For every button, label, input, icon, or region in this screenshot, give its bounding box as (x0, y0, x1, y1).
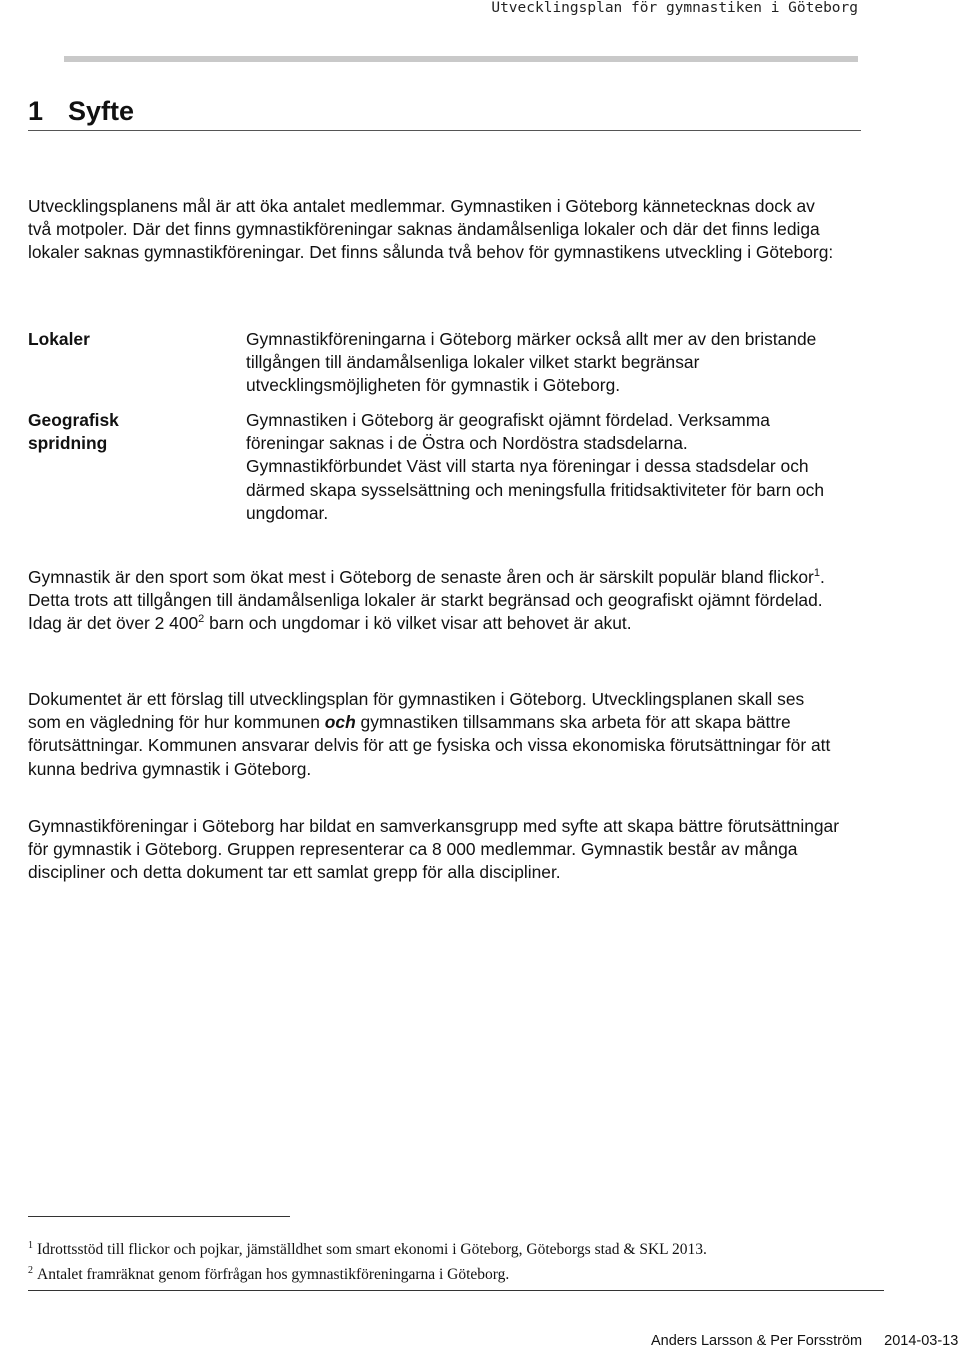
footnotes (28, 1235, 928, 1285)
para2-part3: barn och ungdomar i kö vilket visar att behovet är akut. (204, 613, 632, 634)
footer-date: 2014-03-13 (884, 1333, 959, 1349)
footnote-2-text: Antalet framräknat genom förfrågan hos gymnastikföreningarna i Göteborg. (37, 1266, 510, 1284)
footer-authors: Anders Larsson & Per Forsström (651, 1333, 863, 1349)
paragraph-collaboration: Gymnastikföreningar i Göteborg har bildat en samverkansgrupp med syfte att skapa bättre förutsättningar för gymnastik i Göteborg. Gruppen representerar ca 8 000 medlemmar. Gymnastik består av många discipliner och detta dokument tar ett samlat grepp för alla discipliner. (28, 816, 840, 883)
footnote-1-number: 1 (28, 1240, 33, 1251)
footnote-2 (28, 1260, 928, 1285)
para2-part2: . Detta trots att tillgången till ändamålsenliga lokaler är starkt begränsad och geografiskt ojämnt fördelad. Idag är det över 2 400 (28, 567, 825, 634)
paragraph-document-purpose (28, 688, 840, 781)
intro-paragraph: Utvecklingsplanens mål är att öka antalet medlemmar. Gymnastiken i Göteborg kännetecknas dock av två motpoler. Där det finns gymnastikföreningar saknas ändamålsenliga lokaler och där det finns lediga lokaler saknas gymnastikföreningar. Det finns sålunda två behov för gymnastikens utveckling i Göteborg: (28, 196, 834, 263)
footnote-2-number: 2 (28, 1265, 33, 1277)
para3-emphasis: och (324, 712, 356, 733)
footnote-ref-1[interactable]: 1 (813, 567, 820, 580)
para2-part1: Gymnastik är den sport som ökat mest i Göteborg de senaste åren och är särskilt populär bland flickor (28, 567, 814, 587)
footnote-1 (28, 1235, 928, 1260)
section-title: Syfte (68, 96, 135, 126)
page-footer (651, 1333, 960, 1349)
footnote-separator (28, 1216, 290, 1217)
need-term-lokaler: Lokaler (28, 329, 90, 349)
running-header: Utvecklingsplan för gymnastiken i Göteborg (491, 0, 858, 16)
paragraph-popularity (28, 566, 840, 636)
para3-part2: gymnastiken tillsammans ska arbeta för att skapa bättre förutsättningar. Kommunen ansvarar delvis för att ge fysiska och vissa ekonomiska förutsättningar för att kunna bedriva gymnastik i Göteborg. (28, 712, 831, 779)
footnote-1-text: Idrottsstöd till flickor och pojkar, jämställdhet som smart ekonomi i Göteborg, Göteborgs stad & SKL 2013. (37, 1241, 707, 1259)
para3-part1: Dokumentet är ett förslag till utvecklingsplan för gymnastiken i Göteborg. Utvecklingsplanen skall ses som en vägledning för hur kommunen (28, 689, 805, 733)
header-rule (64, 56, 858, 62)
need-term-geografisk-spridning: Geografisk spridning (28, 410, 119, 454)
need-definition-lokaler: Gymnastikföreningarna i Göteborg märker också allt mer av den bristande tillgången till ändamålsenliga lokaler vilket starkt begränsar utvecklingsmöjligheten för gymnastik i Göteborg. (246, 329, 817, 396)
footnote-ref-2[interactable]: 2 (198, 613, 205, 626)
section-heading (28, 96, 861, 131)
need-definition-geografisk-spridning: Gymnastiken i Göteborg är geografiskt ojämnt fördelad. Verksamma föreningar saknas i de Östra och Nordöstra stadsdelarna. Gymnastikförbundet Väst vill starta nya föreningar i dessa stadsdelar och därmed skapa sysselsättning och meningsfulla fritidsaktiviteter för barn och ungdomar. (246, 410, 825, 523)
footer-rule (28, 1290, 884, 1291)
section-number: 1 (28, 96, 44, 126)
